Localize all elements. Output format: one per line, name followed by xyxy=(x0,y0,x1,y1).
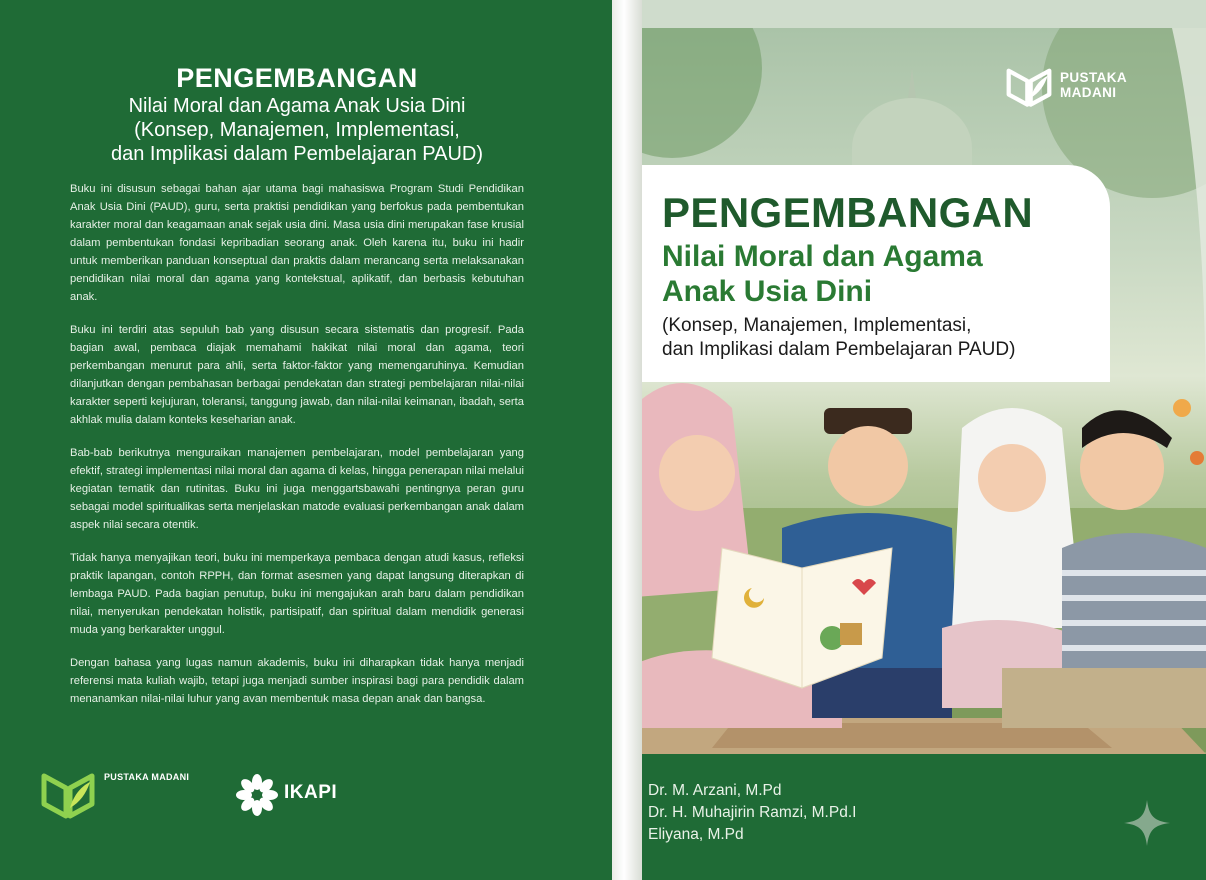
sparkle-icon xyxy=(1122,798,1172,848)
front-publisher-logo xyxy=(1004,64,1154,110)
book-spine xyxy=(612,0,642,880)
blurb-paragraph: Bab-bab berikutnya menguraikan manajemen pembelajaran, model pembelajaran yang efektif, strategi implementasi nilai moral dan agama di kelas, hingga penerapan nilai melalui kegiatan tematik dan rutinitas. Buku ini juga menggartsbawahi pentingnya peran guru sebagai model spiritualikas serta menjelaskan matode evaluasi perkembangan anak dalam aspek nilai secara otentik. xyxy=(70,447,524,531)
blurb-paragraph: Buku ini disusun sebagai bahan ajar utama bagi mahasiswa Program Studi Pendidikan Anak Usia Dini (PAUD), guru, serta praktisi pendidikan yang berfokus pada pembentukan karakter moral dan keagamaan anak sejak usia dini. Masa usia dini merupakan fase krusial dalam pembentukan fondasi kepribadian seorang anak. Oleh karena itu, buku ini hadir untuk memberikan panduan konseptual dan praktis dalam merancang serta melaksanakan pendidikan nilai moral dan agama yang kontekstual, aplikatif, dan berbasis kebutuhan anak. xyxy=(70,183,524,303)
ikapi-flower-icon xyxy=(234,772,280,818)
back-title-line3: (Konsep, Manajemen, Implementasi, xyxy=(134,119,460,141)
author-name: Eliyana, M.Pd xyxy=(648,826,744,843)
front-title-card xyxy=(612,165,1110,382)
front-title-line3: Anak Usia Dini xyxy=(662,275,873,308)
back-title-line4: dan Implikasi dalam Pembelajaran PAUD) xyxy=(110,143,483,165)
blurb-paragraph: Buku ini terdiri atas sepuluh bab yang disusun secara sistematis dan progresif. Pada bagian awal, pembaca diajak memahami hakikat nilai moral dan agama, teori perkembangan menurut para ahli, serta faktor-faktor yang memengaruhinya. Kemudian dilanjutkan dengan pembahasan berbagai pendekatan dan strategi pembelajaran nilai-nilai karakter seperti kejujuran, toleransi, tanggung jawab, dan nilai-nilai keimanan, ibadah, serta akhlak mulia dalam konteks keseharian anak. xyxy=(70,324,524,426)
front-title-main: PENGEMBANGAN xyxy=(662,189,1034,236)
blurb-paragraph: Tidak hanya menyajikan teori, buku ini memperkaya pembaca dengan atudi kasus, refleksi praktik lapangan, contoh RPPH, dan format asesmen yang dapat langsung diterapkan di lembaga PAUD. Pada bagian penutup, buku ini mengajukan arah baru dalam pendidikan nilai, menyerukan pendekatan holistik, partisipatif, dan spiritual dalam mendidik generasi muda yang berkarakter unggul. xyxy=(70,552,524,636)
book-leaf-logo-icon xyxy=(1004,64,1054,108)
ikapi-logo xyxy=(234,772,374,818)
back-cover-footer xyxy=(40,768,580,828)
publisher-name: PUSTAKA MADANI xyxy=(104,772,190,782)
cover-illustration xyxy=(612,28,1206,754)
back-cover-title xyxy=(0,62,594,166)
author-name: Dr. H. Muhajirin Ramzi, M.Pd.I xyxy=(648,804,857,821)
book-leaf-logo-icon xyxy=(40,768,96,820)
back-title-main: PENGEMBANGAN xyxy=(176,63,418,93)
front-title-line5: dan Implikasi dalam Pembelajaran PAUD) xyxy=(662,339,1016,360)
front-top-strip xyxy=(612,0,1206,28)
front-title-line4: (Konsep, Manajemen, Implementasi, xyxy=(662,315,972,336)
ikapi-label: IKAPI xyxy=(284,782,338,803)
front-publisher-name-line1: PUSTAKA xyxy=(1060,70,1128,85)
publisher-info xyxy=(104,772,189,782)
author-name: Dr. M. Arzani, M.Pd xyxy=(648,782,782,799)
front-cover xyxy=(612,0,1206,880)
back-title-line2: Nilai Moral dan Agama Anak Usia Dini xyxy=(128,95,466,117)
blurb-paragraph: Dengan bahasa yang lugas namun akademis, buku ini diharapkan tidak hanya menjadi referensi mata kuliah wajib, tetapi juga menjadi sumber inspirasi bagi para pendidik dalam menanamkan nilai-nilai luhur yang avan membentuk masa depan anak dan bangsa. xyxy=(70,657,524,705)
cover-photo xyxy=(612,28,1206,754)
front-publisher-name xyxy=(1060,70,1127,100)
author-list xyxy=(648,780,856,846)
back-cover-blurb xyxy=(70,180,524,723)
front-publisher-name-line2: MADANI xyxy=(1060,85,1117,100)
front-title-line2: Nilai Moral dan Agama xyxy=(662,240,983,273)
